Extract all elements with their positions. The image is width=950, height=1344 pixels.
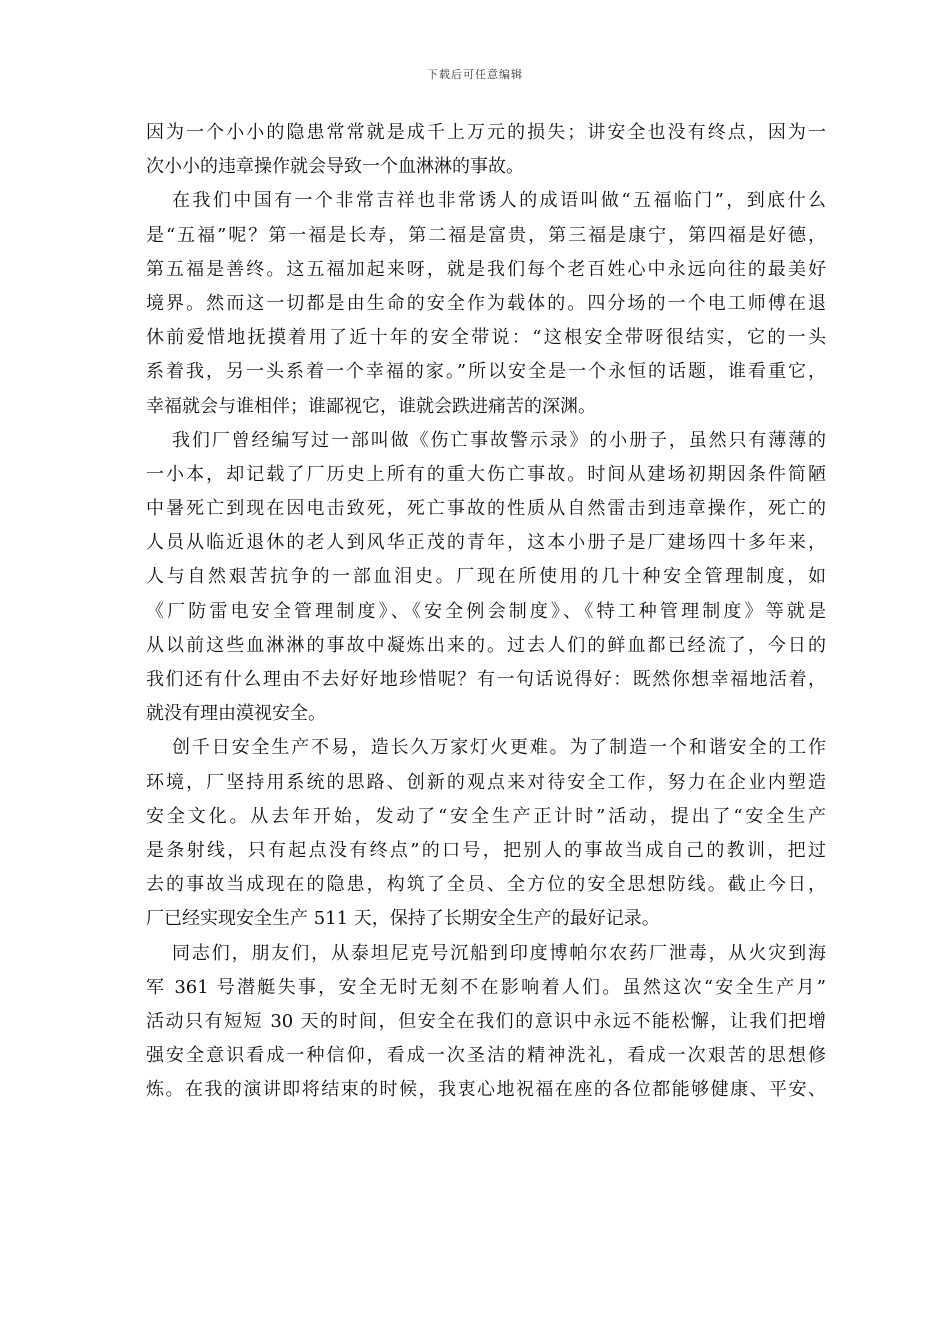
text-line: 厂已经实现安全生产 511 天，保持了长期安全生产的最好记录。 [146, 908, 660, 930]
text-line: 从以前这些血淋淋的事故中凝炼出来的。过去人们的鲜血都已经流了，今日的 [146, 634, 826, 656]
text-line: 我们还有什么理由不去好好地珍惜呢？有一句话说得好：既然你想幸福地活着， [146, 669, 826, 690]
text-line: 《厂防雷电安全管理制度》、《安全例会制度》、《特工种管理制度》等就是 [146, 600, 826, 622]
page-header: 下载后可任意编辑 [427, 68, 523, 81]
text-line: 是“五福”呢？第一福是长寿，第二福是富贵，第三福是康宁，第四福是好德， [146, 224, 826, 246]
document-body [146, 116, 826, 1107]
text-line: 炼。在我的演讲即将结束的时候，我衷心地祝福在座的各位都能够健康、平安、 [146, 1079, 826, 1101]
text-line: 就没有理由漠视安全。 [146, 703, 326, 725]
text-line: 一小本，却记载了厂历史上所有的重大伤亡事故。时间从建场初期因条件简陋 [146, 463, 826, 485]
text-line: 人与自然艰苦抗争的一部血泪史。厂现在所使用的几十种安全管理制度，如 [146, 566, 826, 588]
text-line: 人员从临近退休的老人到风华正茂的青年，这本小册子是厂建场四十多年来， [146, 532, 826, 554]
text-line: 去的事故当成现在的隐患，构筑了全员、全方位的安全思想防线。截止今日， [146, 874, 826, 896]
text-line: 创千日安全生产不易，造长久万家灯火更难。为了制造一个和谐安全的工作 [172, 737, 826, 759]
text-line: 是条射线，只有起点没有终点”的口号，把别人的事故当成自己的教训，把过 [146, 839, 826, 861]
text-line: 我们厂曾经编写过一部叫做《伤亡事故警示录》的小册子，虽然只有薄薄的 [172, 429, 826, 451]
text-line: 因为一个小小的隐患常常就是成千上万元的损失；讲安全也没有终点，因为一 [146, 122, 826, 143]
text-line: 次小小的违章操作就会导致一个血淋淋的事故。 [146, 156, 524, 178]
text-line: 休前爱惜地抚摸着用了近十年的安全带说：“这根安全带呀很结实，它的一头 [146, 327, 826, 349]
text-line: 安全文化。从去年开始，发动了“安全生产正计时”活动，提出了“安全生产 [146, 805, 826, 827]
text-line: 在我们中国有一个非常吉祥也非常诱人的成语叫做“五福临门”，到底什么 [172, 190, 826, 212]
text-line: 境界。然而这一切都是由生命的安全作为载体的。四分场的一个电工师傅在退 [146, 292, 826, 314]
text-line: 系着我，另一头系着一个幸福的家。”所以安全是一个永恒的话题，谁看重它， [146, 361, 826, 383]
text-line: 中暑死亡到现在因电击致死，死亡事故的性质从自然雷击到违章操作，死亡的 [146, 498, 826, 520]
text-line: 环境，厂坚持用系统的思路、创新的观点来对待安全工作，努力在企业内塑造 [146, 771, 826, 793]
text-line: 幸福就会与谁相伴；谁鄙视它，谁就会跌进痛苦的深渊。 [146, 395, 596, 417]
text-line: 同志们，朋友们，从泰坦尼克号沉船到印度博帕尔农药厂泄毒，从火灾到海 [172, 942, 826, 964]
text-line: 第五福是善终。这五福加起来呀，就是我们每个老百姓心中永远向往的最美好 [146, 258, 826, 280]
text-line: 军 361 号潜艇失事，安全无时无刻不在影响着人们。虽然这次“安全生产月” [146, 976, 826, 998]
text-line: 强安全意识看成一种信仰，看成一次圣洁的精神洗礼，看成一次艰苦的思想修 [146, 1045, 826, 1067]
text-line: 活动只有短短 30 天的时间，但安全在我们的意识中永远不能松懈，让我们把增 [146, 1010, 826, 1032]
